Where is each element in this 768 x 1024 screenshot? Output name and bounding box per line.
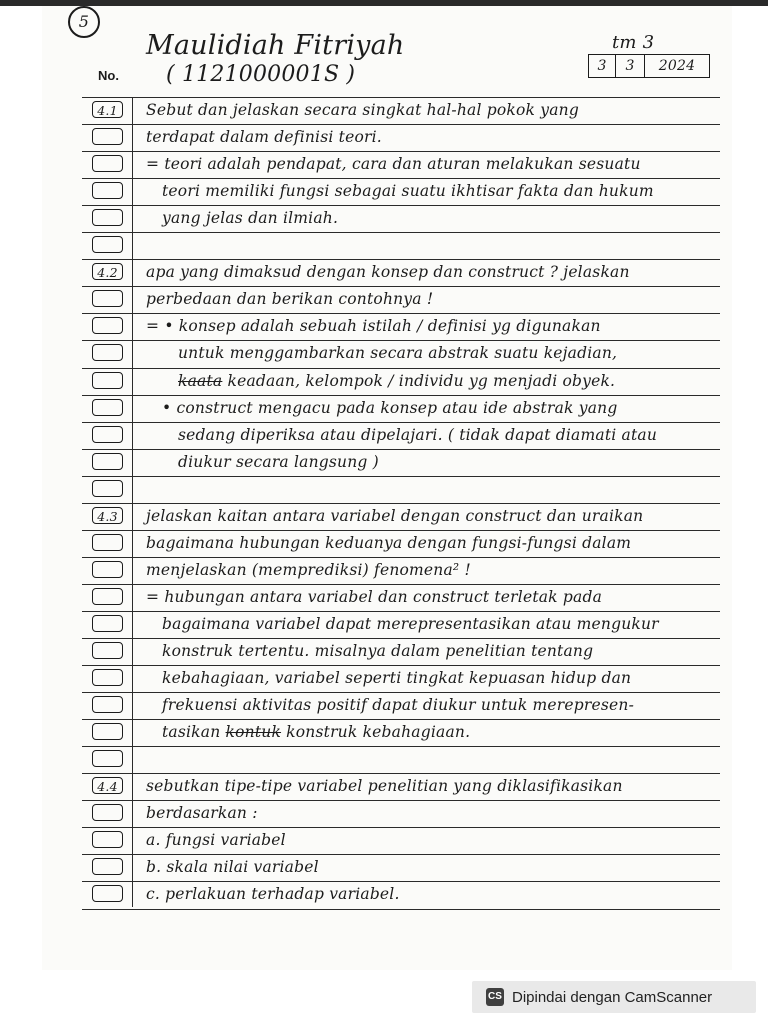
notebook-row [82,395,720,422]
notebook-row [82,232,720,259]
handwritten-line: sebutkan tipe-tipe variabel penelitian yang diklasifikasikan [146,777,623,796]
line-text-a: tasikan [162,723,226,742]
handwritten-line: = • konsep adalah sebuah istilah / definisi yg digunakan [146,317,601,336]
camscanner-badge [472,981,756,1013]
row-checkbox [92,290,123,307]
question-number-box: 4.2 [92,263,123,280]
notebook-row [82,259,720,286]
scan-edge [0,0,768,6]
handwritten-line: sedang diperiksa atau dipelajari. ( tidak dapat diamati atau [178,425,658,444]
question-number-box: 4.4 [92,777,123,794]
notebook-row [82,313,720,340]
handwritten-line: a. fungsi variabel [146,831,286,850]
handwritten-line: untuk menggambarkan secara abstrak suatu kejadian, [178,344,618,363]
handwritten-line: diukur secara langsung ) [178,452,379,471]
handwritten-line: teori memiliki fungsi sebagai suatu ikhtisar fakta dan hukum [162,182,654,201]
row-checkbox [92,831,123,848]
handwritten-line: menjelaskan (memprediksi) fenomena² ! [146,560,471,579]
row-checkbox [92,804,123,821]
handwritten-line: Sebut dan jelaskan secara singkat hal-hal pokok yang [146,101,579,119]
notebook-row [82,151,720,178]
notebook-row [82,719,720,746]
notebook-row [82,368,720,395]
row-checkbox [92,344,123,361]
date-month: 3 [616,55,645,77]
notebook-row [82,827,720,854]
row-checkbox [92,372,123,389]
row-checkbox [92,317,123,334]
camscanner-icon: CS [486,988,504,1006]
row-checkbox [92,642,123,659]
line-text: keadaan, kelompok / individu yg menjadi obyek. [222,371,616,390]
student-id: ( 1121000001S ) [166,62,356,87]
notebook-row [82,476,720,503]
notebook-row [82,422,720,449]
row-checkbox [92,885,123,902]
notebook-row [82,530,720,557]
notebook-row [82,773,720,800]
row-checkbox [92,588,123,605]
row-checkbox [92,426,123,443]
notebook-row [82,584,720,611]
handwritten-line: b. skala nilai variabel [146,858,319,877]
date-year: 2024 [658,58,696,74]
row-checkbox [92,209,123,226]
row-checkbox [92,236,123,253]
row-checkbox [92,480,123,497]
handwritten-line [178,370,615,392]
ruled-line [82,909,720,910]
row-checkbox [92,615,123,632]
handwritten-line: = hubungan antara variabel dan construct terletak pada [146,587,603,606]
handwritten-line: konstruk tertentu. misalnya dalam penelitian tentang [162,642,594,660]
handwritten-line: jelaskan kaitan antara variabel dengan construct dan uraikan [146,506,644,525]
row-checkbox [92,128,123,145]
student-name: Maulidiah Fitriyah [146,30,405,61]
handwritten-line: c. perlakuan terhadap variabel. [146,885,400,904]
row-checkbox [92,534,123,551]
handwritten-line: perbedaan dan berikan contohnya ! [146,290,434,309]
notebook-row [82,286,720,313]
row-checkbox [92,453,123,470]
handwritten-line: bagaimana variabel dapat merepresentasikan atau mengukur [162,614,659,633]
notebook-row [82,746,720,773]
notebook-row [82,557,720,584]
row-checkbox [92,561,123,578]
row-checkbox [92,669,123,686]
notebook-row [82,611,720,638]
notebook-row [82,97,720,124]
handwritten-line: apa yang dimaksud dengan konsep dan construct ? jelaskan [146,263,630,282]
handwritten-line [162,721,470,743]
date-day: 3 [589,55,616,77]
row-checkbox [92,182,123,199]
notebook-row [82,449,720,476]
question-number-box: 4.1 [92,101,123,118]
notebook-row [82,178,720,205]
handwritten-line: kebahagiaan, variabel seperti tingkat kepuasan hidup dan [162,669,632,688]
camscanner-text: Dipindai dengan CamScanner [512,988,713,1006]
handwritten-line: yang jelas dan ilmiah. [162,209,339,228]
notebook-row [82,692,720,719]
notebook-row [82,800,720,827]
page-number: 5 [68,6,100,38]
notebook-row [82,503,720,530]
notebook-row [82,340,720,367]
row-checkbox [92,858,123,875]
notebook-row [82,881,720,908]
struck-word: kontuk [225,723,282,742]
no-label: No. [98,68,119,83]
notebook-row [82,665,720,692]
notebook-row [82,854,720,881]
handwritten-line: • construct mengacu pada konsep atau ide abstrak yang [162,398,618,417]
handwritten-line: berdasarkan : [146,804,258,823]
struck-word: kaata [178,371,223,390]
row-checkbox [92,696,123,713]
question-number-box: 4.3 [92,507,123,524]
line-text-b: konstruk kebahagiaan. [281,723,471,742]
notebook-row [82,638,720,665]
handwritten-line: bagaimana hubungan keduanya dengan fungsi-fungsi dalam [146,533,632,552]
row-checkbox [92,750,123,767]
date-box [588,54,710,78]
row-checkbox [92,155,123,172]
row-checkbox [92,399,123,416]
notebook-row [82,124,720,151]
handwritten-line: terdapat dalam definisi teori. [146,128,382,147]
handwritten-line: = teori adalah pendapat, cara dan aturan melakukan sesuatu [146,155,641,174]
row-checkbox [92,723,123,740]
notebook-row [82,205,720,232]
meeting-label: tm 3 [612,32,655,53]
handwritten-line: frekuensi aktivitas positif dapat diukur untuk merepresen- [162,696,635,715]
